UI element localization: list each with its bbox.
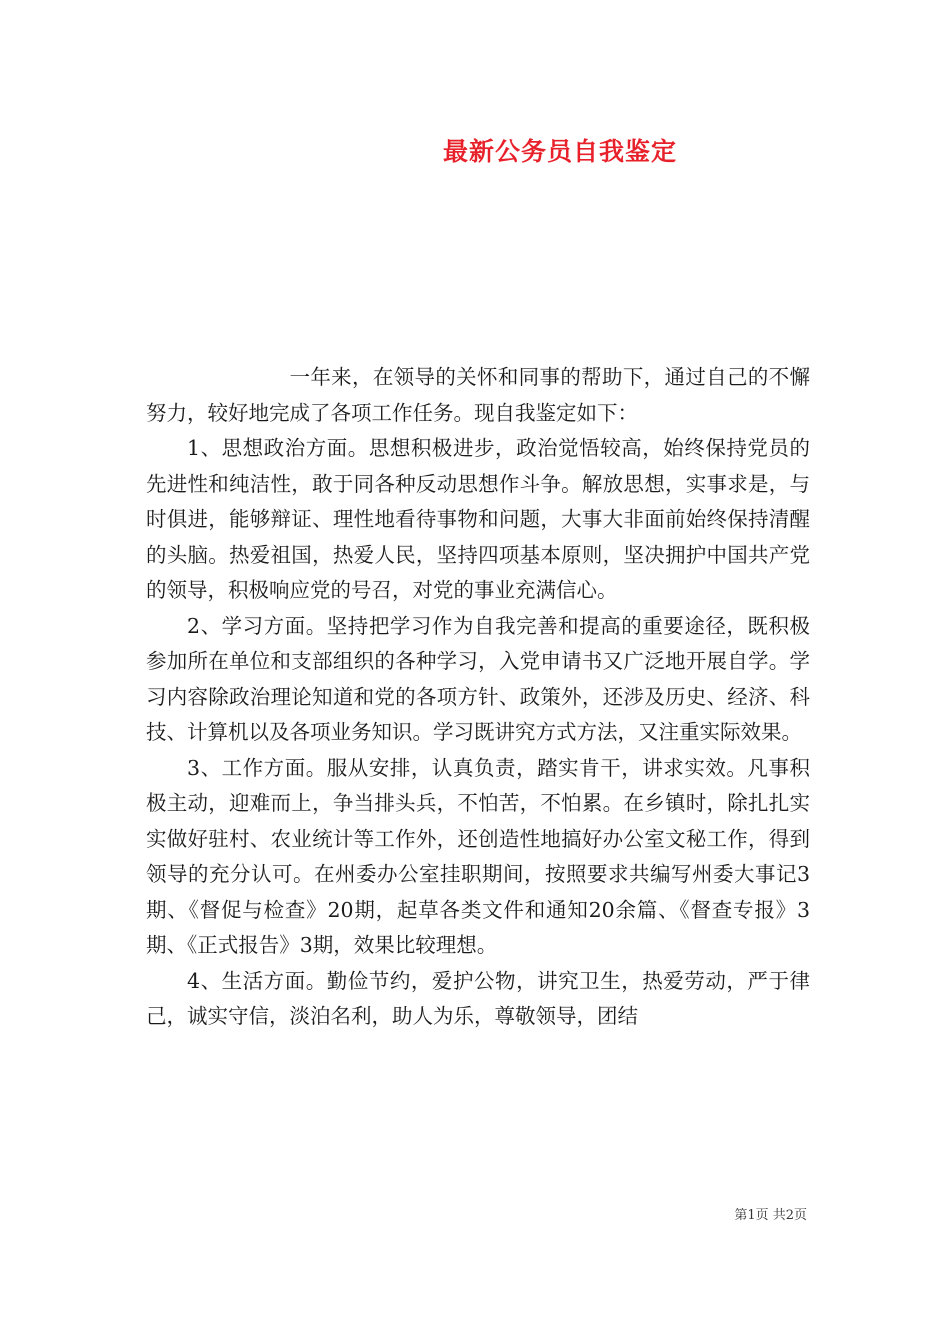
paragraph-political: 1、思想政治方面。思想积极进步，政治觉悟较高，始终保持党员的先进性和纯洁性，敢于同各种反动思想作斗争。解放思想，实事求是，与时俱进，能够辩证、理性地看待事物和问题，大事大非面前始终保持清醒的头脑。热爱祖国，热爱人民，坚持四项基本原则，坚决拥护中国共产党的领导，积极响应党的号召，对党的事业充满信心。 [146, 436, 810, 602]
paragraph-work: 3、工作方面。服从安排，认真负责，踏实肯干，讲求实效。凡事积极主动，迎难而上，争当排头兵，不怕苦，不怕累。在乡镇时，除扎扎实实做好驻村、农业统计等工作外，还创造性地搞好办公室文秘工作，得到领导的充分认可。在州委办公室挂职期间，按照要求共编写州委大事记3期、《督促与检查》20期，起草各类文件和通知20余篇、《督查专报》3期、《正式报告》3期，效果比较理想。 [146, 755, 810, 957]
document-body [146, 360, 810, 1035]
document-title: 最新公务员自我鉴定 [442, 137, 677, 166]
paragraph-life: 4、生活方面。勤俭节约，爱护公物，讲究卫生，热爱劳动，严于律己，诚实守信，淡泊名利，助人为乐，尊敬领导，团结 [146, 968, 810, 1028]
page-footer: 第1页 共2页 [734, 1208, 807, 1223]
paragraph-study: 2、学习方面。坚持把学习作为自我完善和提高的重要途径，既积极参加所在单位和支部组织的各种学习，入党申请书又广泛地开展自学。学习内容除政治理论知道和党的各项方针、政策外，还涉及历史、经济、科技、计算机以及各项业务知识。学习既讲究方式方法，又注重实际效果。 [146, 613, 810, 744]
paragraph-intro: 一年来，在领导的关怀和同事的帮助下，通过自己的不懈努力，较好地完成了各项工作任务。现自我鉴定如下： [146, 365, 810, 425]
